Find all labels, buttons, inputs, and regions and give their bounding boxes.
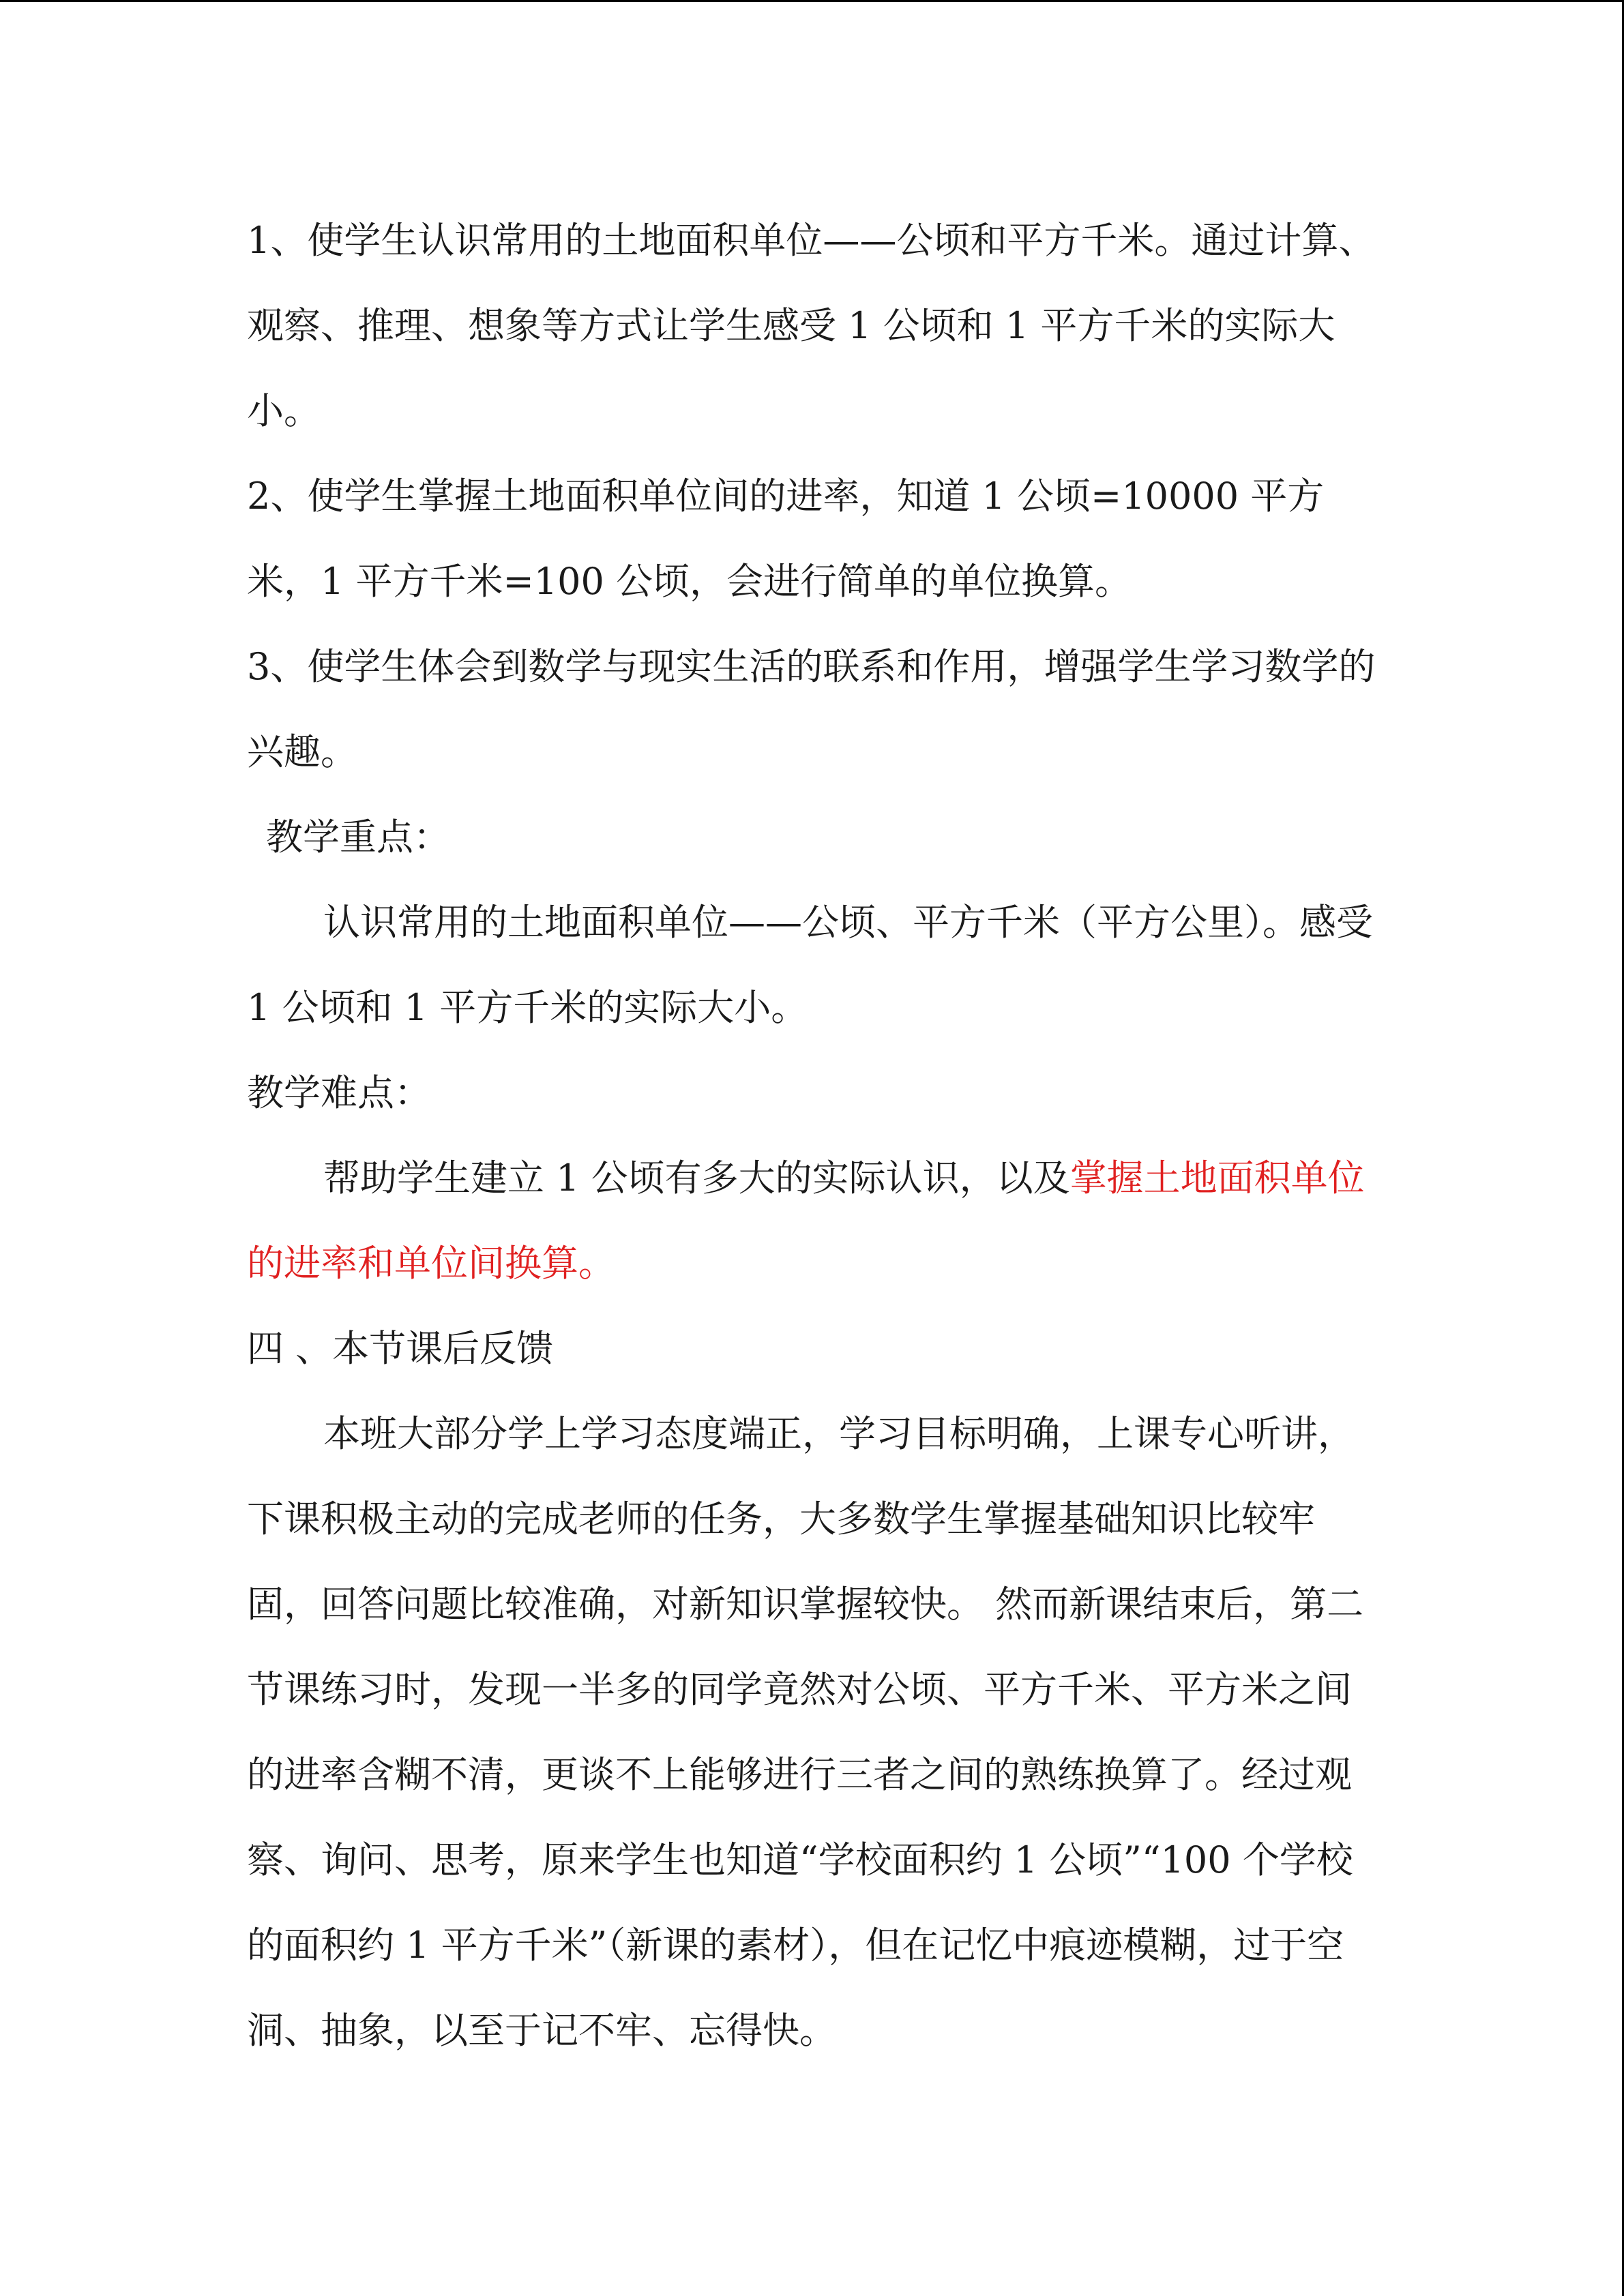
top-border: [0, 0, 1624, 2]
difficulty-text: [247, 1135, 1379, 1306]
objective-1: 1、使学生认识常用的土地面积单位——公顷和平方千米。通过计算、观察、推理、想象等方式让学生感受 1 公顷和 1 平方千米的实际大小。: [247, 219, 1376, 432]
difficulty-text-highlight: 掌握土地面积单位的进率和单位间换算。: [247, 1157, 1365, 1285]
key-point-text: 认识常用的土地面积单位——公顷、平方千米（平方公里）。感受 1 公顷和 1 平方千米的实际大小。: [247, 901, 1373, 1029]
objective-2: 2、使学生掌握土地面积单位间的进率，知道 1 公顷=10000 平方米，1 平方千米=100 公顷，会进行简单的单位换算。: [247, 475, 1325, 603]
section-four-heading: 四 、本节课后反馈: [247, 1327, 554, 1370]
difficulty-heading: 教学难点：: [247, 1071, 431, 1114]
feedback-text: 本班大部分学上学习态度端正，学习目标明确，上课专心听讲，下课积极主动的完成老师的任务，大多数学生掌握基础知识比较牢固，回答问题比较准确，对新知识掌握较快。 然而新课结束后，第二节课练习时，发现一半多的同学竟然对公顷、平方千米、平方米之间的进率含糊不清，更谈不上能够进行三者之间的熟练换算了。经过观察、询问、思考，原来学生也知道“学校面积约 1 公顷”“100 个学校的面积约 1 平方千米”（新课的素材），但在记忆中痕迹模糊，过于空洞、抽象，以至于记不牢、忘得快。: [247, 1412, 1364, 2052]
difficulty-text-normal: 帮助学生建立 1 公顷有多大的实际认识，以及: [323, 1157, 1070, 1199]
objective-3: 3、使学生体会到数学与现实生活的联系和作用，增强学生学习数学的兴趣。: [247, 645, 1376, 773]
document-page: [247, 198, 1379, 2073]
key-point-heading: 教学重点：: [266, 816, 450, 859]
